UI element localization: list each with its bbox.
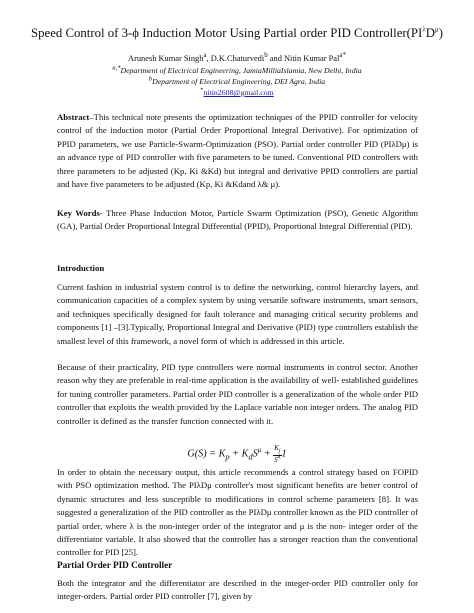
title-mu: μ (434, 25, 439, 34)
affiliation-1-sup: a,* (112, 64, 121, 72)
para3-line: In order to obtain the necessary output, this article recommends a control strategy based on (57, 467, 390, 477)
intro-line: established guidelines for tuning controller parameters. Partial order PID controller is a (57, 375, 419, 399)
email-link[interactable]: nitin2608@gmail.com (203, 88, 274, 97)
eq-kd-sub: d (248, 451, 253, 462)
intro-paragraph-1 (57, 281, 418, 348)
para3-line: [8]. It was suggested a generalization of the PID controller as the PIλDμ controller known as the (57, 493, 419, 518)
abstract-line: optimization of PPID parameters, we use Particle-Swarm-Optimization (PSO). Partial order (57, 125, 418, 149)
para4-line: for integer-orders. Partial order PID controller [7], given by (57, 578, 419, 602)
para3-line: FOPID with PSO optimization method. The PIλDμ controller's most significant benefits are better (57, 467, 418, 491)
author-1: Arunesh Kumar Singh (128, 54, 204, 63)
abstract-line: Conventional PID controllers with three parameters to be adjusted (Kp, Ki &Kd) but integral and (57, 152, 418, 176)
affiliation-1 (0, 66, 474, 75)
intro-line: generalization of the whole order PID controller that exploits the wealth provided by the Laplace (57, 388, 418, 413)
email-sup: * (200, 86, 204, 94)
affiliation-2-sup: b (148, 75, 153, 83)
intro-line: and communication capacities of a complex system by using versatile software instruments, (57, 282, 419, 306)
title-d: D (425, 26, 435, 40)
para3-line: reaction than the conventional controller for PID [25]. (57, 534, 418, 558)
introduction-heading: Introduction (57, 263, 105, 273)
eq-lhs: G(S) = K (187, 448, 226, 460)
abstract-line: derivative PPID controllers are partial and have five parameters to be adjusted (Kp, Ki &Kdand (57, 165, 418, 190)
eq-tail: 1 (281, 448, 287, 460)
abstract-line: controller PID (PIλDμ) is an advance type of PID controller with five parameters to be tuned. (57, 138, 419, 163)
abstract-line: λ& μ). (257, 179, 281, 190)
eq-ki: K (274, 444, 279, 452)
intro-line: security problems and components [1] –[3].Typically, Proportional Integral and Derivative (PID) (57, 308, 418, 333)
abstract-line: velocity control of the induction motor (Partial Order Proportional Integral Derivative). For (57, 112, 419, 136)
eq-fraction (273, 444, 281, 464)
author-2: , D.K.Chaturvedi (206, 54, 265, 63)
para4-line: Both the integrator and the differentiator are described in the integer-order PID controller only (57, 578, 405, 588)
keywords-label: Key Words- (57, 208, 103, 218)
title-text: Speed Control of 3-ϕ Induction Motor Using Partial order PID Controller(PI (31, 26, 423, 40)
abstract-label: Abstract (57, 112, 90, 122)
paper-title (0, 26, 474, 41)
para3-line: integer order of the differentiator variable. It also showed that the controller has a stronger (57, 520, 418, 545)
affiliation-2 (0, 77, 474, 86)
para3-line: PID controller of partial order, where λ is the non-integer order of the integrator and μ is the non- (57, 507, 418, 531)
author-line (0, 51, 474, 63)
email-line (0, 88, 474, 97)
intro-line: connected with it. (211, 415, 274, 426)
paragraph-4 (57, 577, 418, 604)
intro-line: Another reason why they are preferable in real-time application is the availability of well- (57, 362, 418, 386)
author-1-sup: a (203, 51, 207, 60)
eq-mu: μ (257, 446, 262, 455)
eq-ki-sub: i (278, 448, 281, 455)
intro-line: variable non integer orders. The analog PID controller is defined as the transfer function (57, 402, 419, 426)
affiliation-2-text: Department of Electrical Engineering, DEI Agra, India (152, 77, 326, 86)
eq-plus: + (261, 448, 274, 460)
para3-line: control of dynamic structures and less susceptible to modifications in control scheme parameters (57, 480, 418, 504)
author-2-sup: b (264, 51, 268, 60)
keywords-line: (GA), Partial Order Proportional Integral Differential (PPID), Proportional Integral Differential (PID). (57, 221, 413, 232)
eq-kp-sub: p (225, 451, 230, 462)
keywords (57, 207, 418, 234)
affiliation-1-text: Department of Electrical Engineering, JamiaMilliaIslamia, New Delhi, India (120, 66, 362, 75)
partial-order-heading: Partial Order PID Controller (57, 560, 173, 570)
intro-line: type controllers establish the smallest level of this framework, a novel form of which is (57, 322, 418, 346)
eq-lambda: λ (277, 453, 281, 462)
paragraph-3 (57, 466, 418, 560)
author-3: and Nitin Kumar Pal (267, 54, 340, 63)
intro-line: addressed in this article. (260, 335, 345, 346)
eq-denominator (273, 453, 281, 465)
abstract-line: –This technical note presents the optimization techniques of the PPID controller for (89, 112, 388, 122)
title-lambda: λ (422, 25, 426, 34)
intro-paragraph-2 (57, 361, 418, 428)
title-close: ) (438, 26, 443, 40)
intro-line: smart sensors, and techniques specifically designed for fault tolerance and managing critical (57, 295, 418, 319)
eq-kd: + K (229, 448, 249, 460)
author-3-sup: a* (339, 51, 346, 60)
keywords-line: Three Phase Induction Motor, Particle Swarm Optimization (PSO), Genetic Algorithm (102, 208, 418, 218)
intro-line: Because of their practicality, PID type controllers were normal instruments in control sector. (57, 362, 388, 372)
eq-den-s: S (274, 456, 278, 465)
eq-s: S (252, 448, 258, 460)
intro-line: Current fashion in industrial system control is to define the networking, control hierarchy layers, (57, 282, 403, 292)
abstract (57, 111, 418, 191)
transfer-function-equation (0, 444, 474, 464)
